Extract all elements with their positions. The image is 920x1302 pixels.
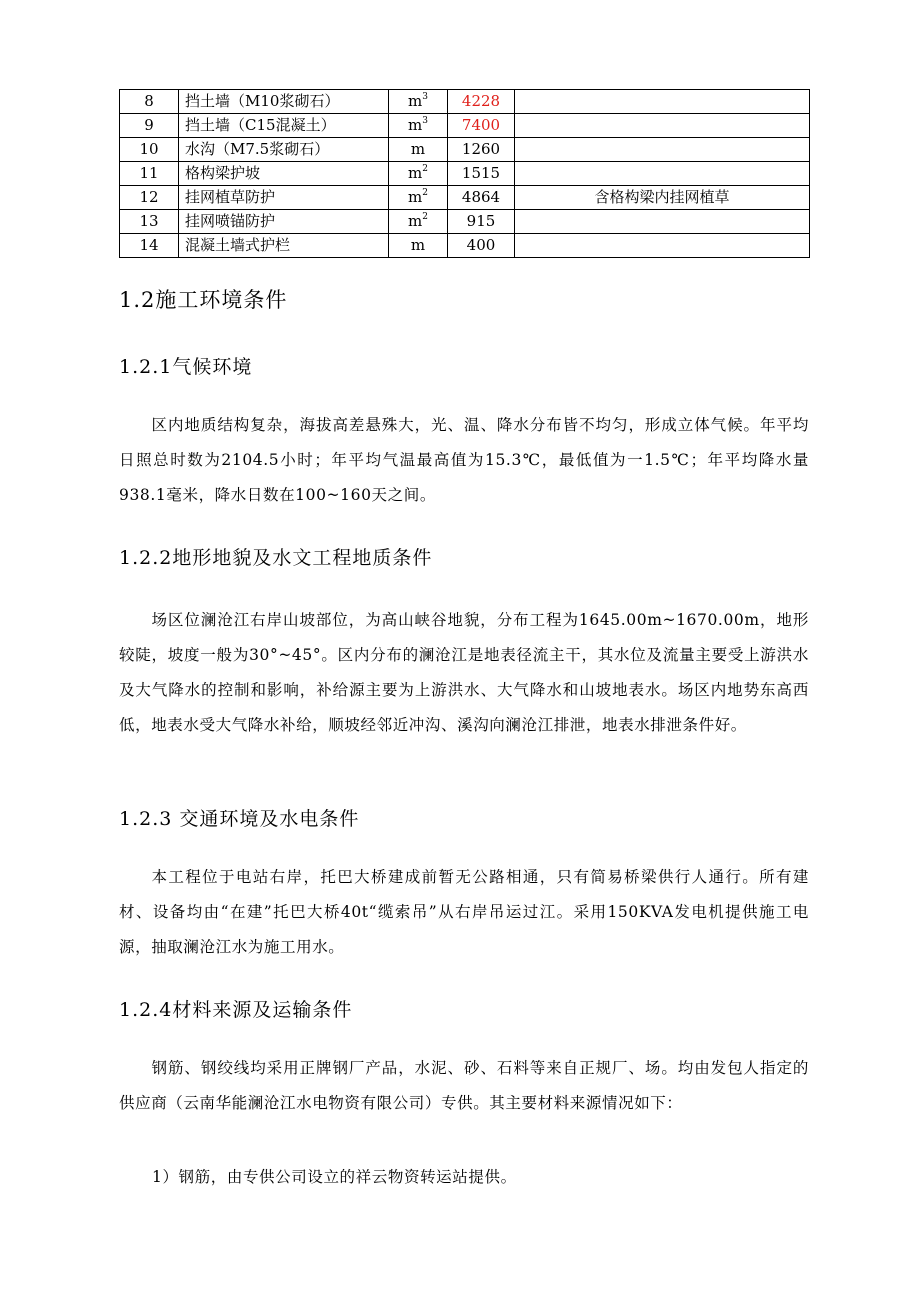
row-number-cell: 13 <box>120 210 179 234</box>
quantity-cell: 1260 <box>448 138 515 162</box>
unit-text: m <box>408 164 423 182</box>
materials-paragraph: 钢筋、钢绞线均采用正牌钢厂产品，水泥、砂、石料等来自正规厂、场。均由发包人指定的供应商（云南华能澜沧江水电物资有限公司）专供。其主要材料来源情况如下： <box>119 1059 809 1112</box>
note-cell <box>515 114 810 138</box>
row-number-cell: 10 <box>120 138 179 162</box>
row-number-cell: 11 <box>120 162 179 186</box>
table-row <box>120 186 810 210</box>
section-heading: 1.2施工环境条件 <box>119 288 288 312</box>
row-number-cell: 14 <box>120 234 179 258</box>
quantities-table-body <box>120 90 810 258</box>
note-cell: 含格构梁内挂网植草 <box>515 186 810 210</box>
quantities-table <box>119 89 810 258</box>
unit-text: m <box>408 116 423 134</box>
table-row <box>120 138 810 162</box>
traffic-heading: 1.2.3 交通环境及水电条件 <box>119 808 360 830</box>
unit-text: m <box>410 140 426 158</box>
unit-text: m <box>410 236 426 254</box>
unit-exponent: 2 <box>422 212 428 222</box>
unit-text: m <box>408 188 423 206</box>
unit-exponent: 3 <box>422 92 428 102</box>
terrain-heading: 1.2.2地形地貌及水文工程地质条件 <box>119 547 433 569</box>
terrain-paragraph: 场区位澜沧江右岸山坡部位，为高山峡谷地貌，分布工程为1645.00m~1670.00m，地形较陡，坡度一般为30°~45°。区内分布的澜沧江是地表径流主干，其水位及流量主要受上游洪水及大气降水的控制和影响，补给源主要为上游洪水、大气降水和山坡地表水。场区内地势东高西低，地表水受大气降水补给，顺坡经邻近冲沟、溪沟向澜沧江排泄，地表水排泄条件好。 <box>119 611 809 734</box>
note-cell <box>515 90 810 114</box>
table-row <box>120 90 810 114</box>
item-name-cell: 格构梁护坡 <box>179 162 389 186</box>
unit-exponent: 2 <box>422 188 428 198</box>
unit-cell <box>389 234 448 258</box>
materials-heading: 1.2.4材料来源及运输条件 <box>119 999 353 1021</box>
unit-cell <box>389 162 448 186</box>
quantity-cell: 915 <box>448 210 515 234</box>
item-name-cell: 挡土墙（C15混凝土） <box>179 114 389 138</box>
note-cell <box>515 162 810 186</box>
unit-cell <box>389 186 448 210</box>
row-number-cell: 9 <box>120 114 179 138</box>
unit-exponent: 2 <box>422 164 428 174</box>
row-number-cell: 8 <box>120 90 179 114</box>
row-number-cell: 12 <box>120 186 179 210</box>
table-row <box>120 114 810 138</box>
unit-text: m <box>408 92 423 110</box>
climate-paragraph: 区内地质结构复杂，海拔高差悬殊大，光、温、降水分布皆不均匀，形成立体气候。年平均日照总时数为2104.5小时；年平均气温最高值为15.3℃，最低值为一1.5℃；年平均降水量938.1毫米，降水日数在100~160天之间。 <box>119 416 809 504</box>
quantity-cell: 400 <box>448 234 515 258</box>
quantity-cell: 1515 <box>448 162 515 186</box>
climate-heading: 1.2.1气候环境 <box>119 356 253 378</box>
quantity-cell: 4228 <box>448 90 515 114</box>
unit-text: m <box>408 212 423 230</box>
item-name-cell: 水沟（M7.5浆砌石） <box>179 138 389 162</box>
note-cell <box>515 234 810 258</box>
quantity-cell: 7400 <box>448 114 515 138</box>
traffic-paragraph: 本工程位于电站右岸，托巴大桥建成前暂无公路相通，只有简易桥梁供行人通行。所有建材、设备均由“在建”托巴大桥40t“缆索吊”从右岸吊运过江。采用150KVA发电机提供施工电源，抽取澜沧江水为施工用水。 <box>119 868 809 956</box>
unit-cell <box>389 114 448 138</box>
table-row <box>120 162 810 186</box>
item-name-cell: 挡土墙（M10浆砌石） <box>179 90 389 114</box>
table-row <box>120 234 810 258</box>
item-name-cell: 挂网喷锚防护 <box>179 210 389 234</box>
unit-exponent: 3 <box>422 116 428 126</box>
note-cell <box>515 138 810 162</box>
unit-cell <box>389 90 448 114</box>
item-name-cell: 混凝土墙式护栏 <box>179 234 389 258</box>
materials-item-1: 1）钢筋，由专供公司设立的祥云物资转运站提供。 <box>152 1168 517 1186</box>
note-cell <box>515 210 810 234</box>
item-name-cell: 挂网植草防护 <box>179 186 389 210</box>
unit-cell <box>389 138 448 162</box>
unit-cell <box>389 210 448 234</box>
table-row <box>120 210 810 234</box>
quantity-cell: 4864 <box>448 186 515 210</box>
